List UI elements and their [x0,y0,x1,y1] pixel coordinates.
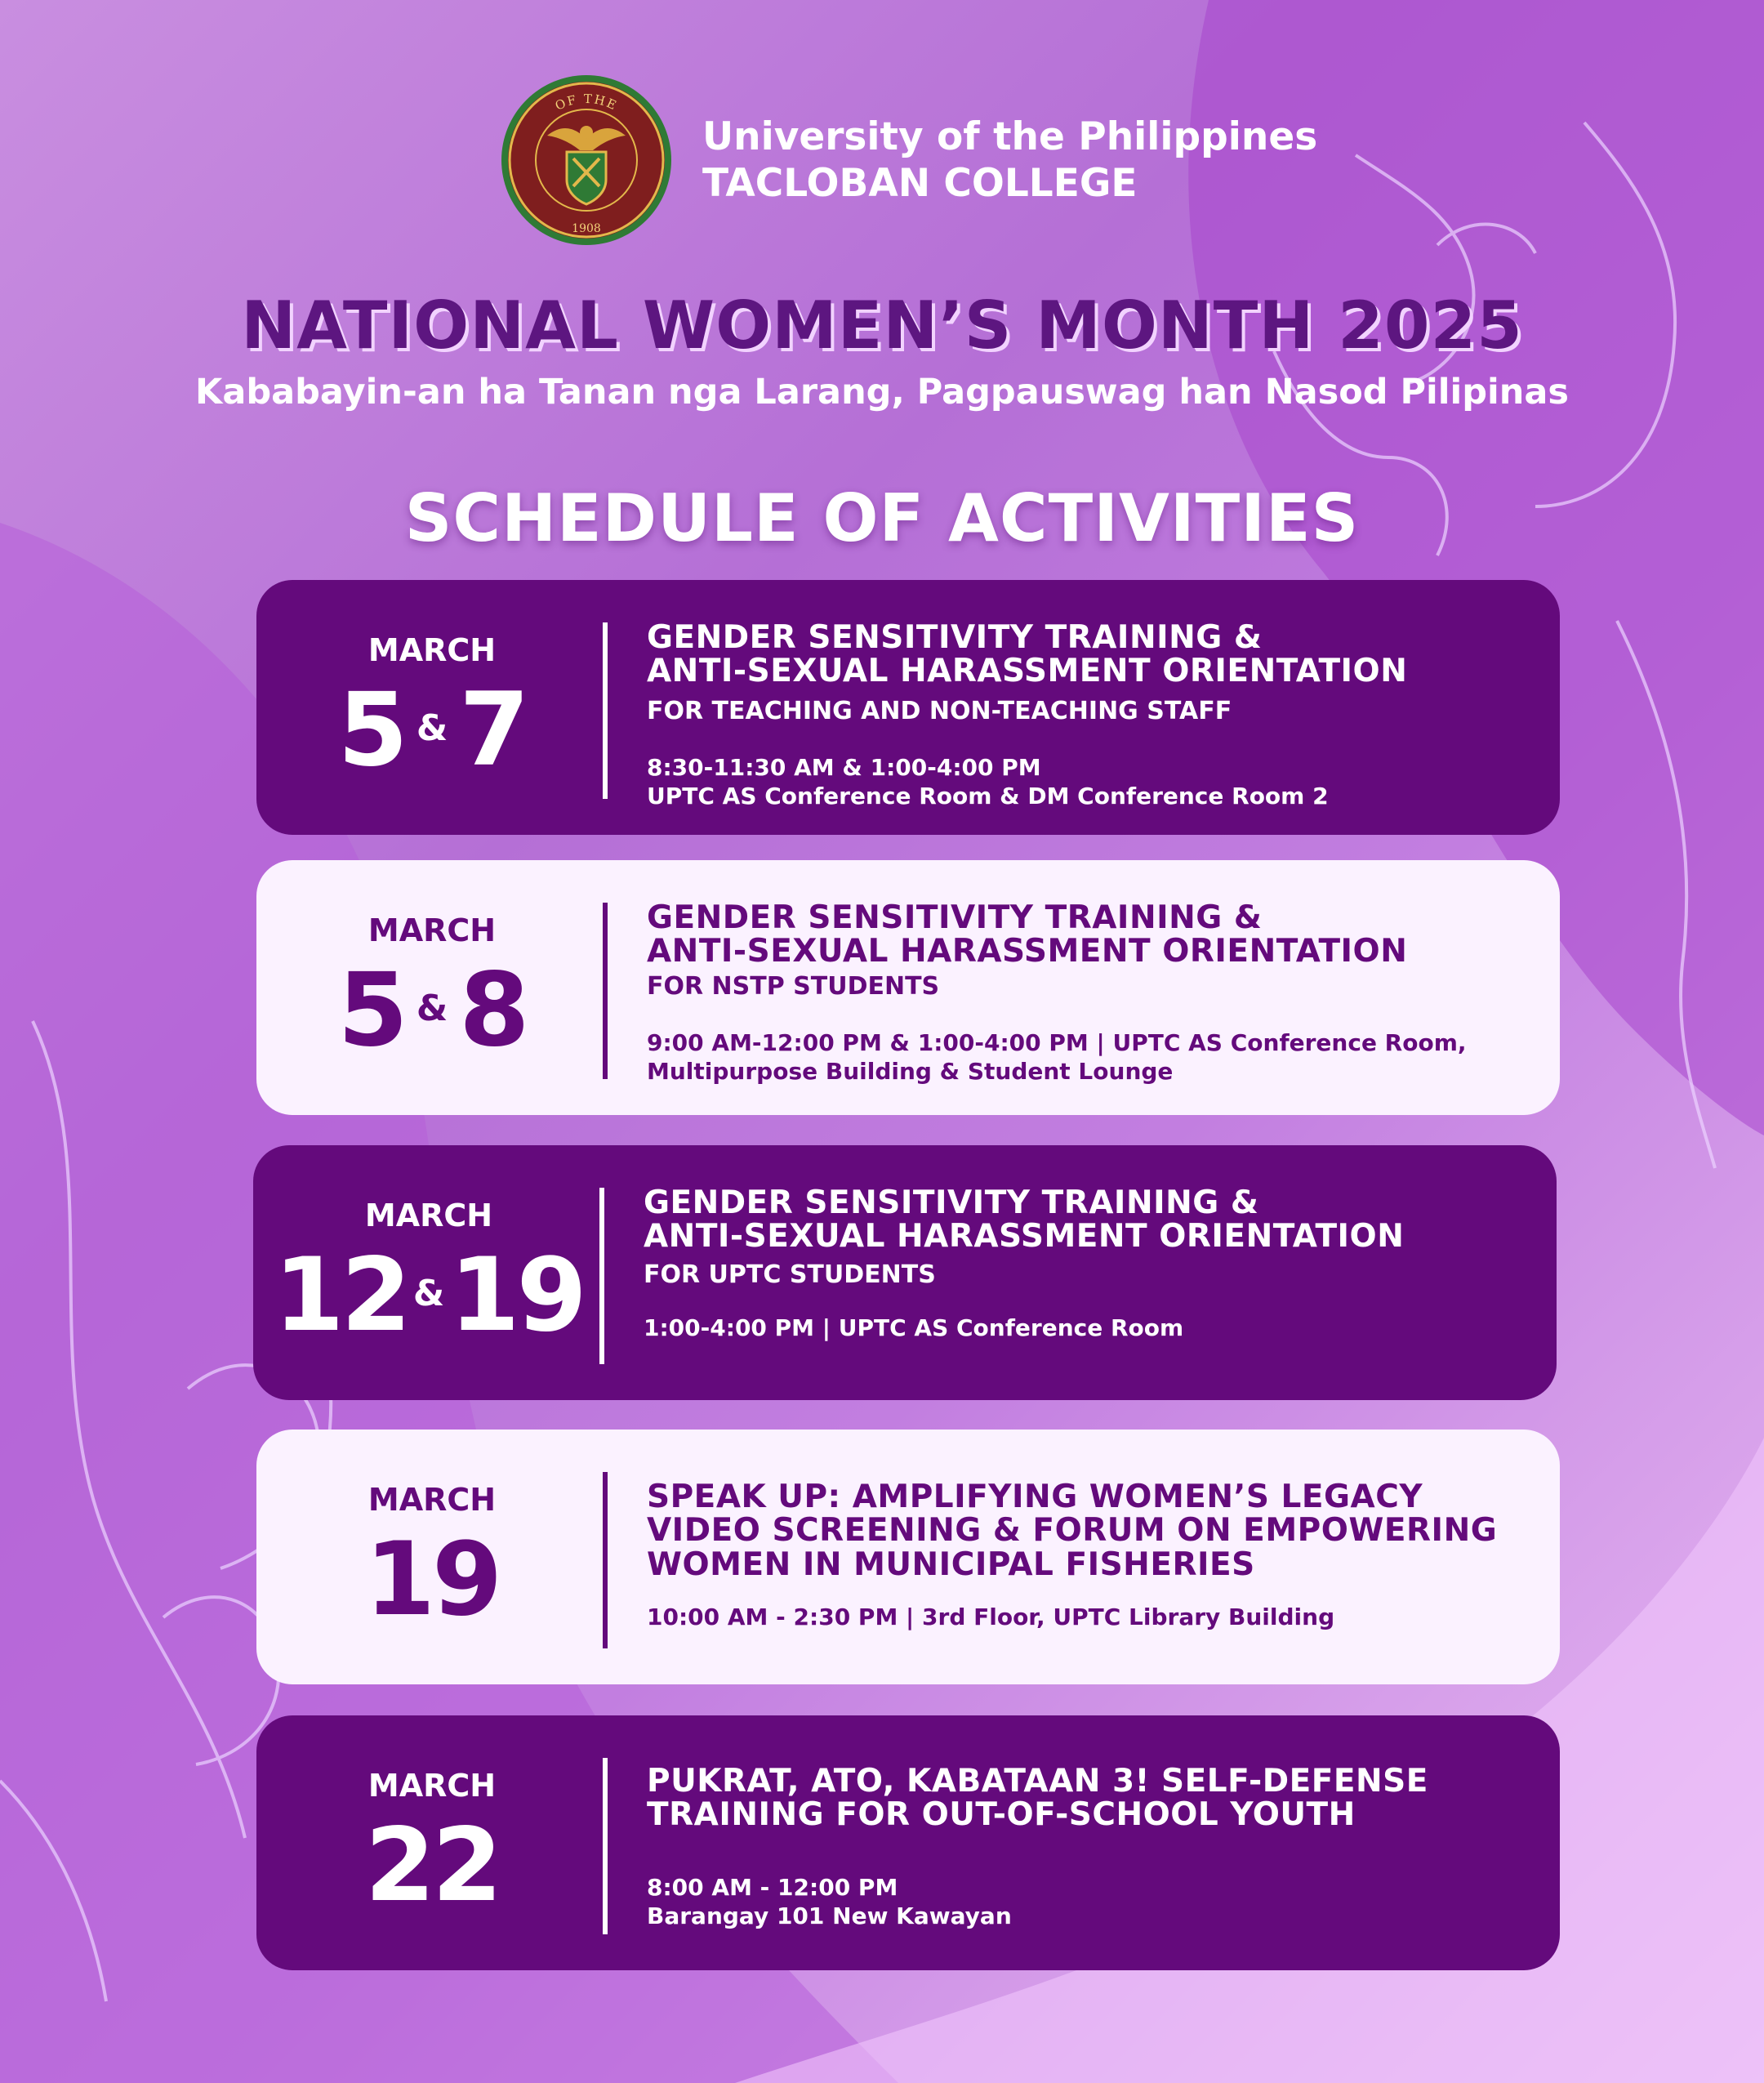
divider [599,1188,604,1364]
event-title-line: GENDER SENSITIVITY TRAINING & [647,899,1263,936]
schedule-title: SCHEDULE OF ACTIVITIES [404,480,1360,556]
divider [603,622,608,799]
event-audience: FOR NSTP STUDENTS [647,971,940,1001]
event-month: MARCH [364,1198,493,1233]
event-date [256,1715,608,1970]
event-card-2 [256,860,1560,1115]
event-days [256,671,608,789]
event-title-line: WOMEN IN MUNICIPAL FISHERIES [647,1546,1255,1583]
event-time: 10:00 AM - 2:30 PM | 3rd Floor, UPTC Library Building [647,1603,1335,1630]
event-title-line: ANTI-SEXUAL HARASSMENT ORIENTATION [647,653,1408,690]
event-title-line: PUKRAT, ATO, KABATAAN 3! SELF-DEFENSE [647,1763,1428,1800]
college-line: TACLOBAN COLLEGE [702,161,1138,206]
event-title [647,621,1529,689]
event-card-3 [253,1145,1557,1400]
event-day-start: 5 [337,952,405,1069]
page-title: NATIONAL WOMEN’S MONTH 2025 [241,288,1523,364]
event-day-amp: & [416,707,448,749]
event-title-line: GENDER SENSITIVITY TRAINING & [647,619,1263,656]
event-date [256,860,608,1115]
event-day: 19 [364,1521,500,1639]
event-info [647,901,1529,1086]
event-title-line: GENDER SENSITIVITY TRAINING & [644,1184,1259,1221]
event-card-1 [256,580,1560,835]
event-date [256,1430,608,1684]
event-title-line: SPEAK UP: AMPLIFYING WOMEN’S LEGACY [647,1479,1423,1515]
up-seal-icon [498,72,675,248]
event-day-amp: & [416,988,448,1029]
divider [603,1758,608,1934]
event-days [256,1807,608,1925]
event-time: 1:00-4:00 PM | UPTC AS Conference Room [644,1314,1184,1341]
event-day-end: 7 [459,671,527,789]
event-info [647,1764,1529,1930]
event-audience: FOR UPTC STUDENTS [644,1260,936,1289]
event-title [647,1764,1529,1832]
event-title-line: ANTI-SEXUAL HARASSMENT ORIENTATION [644,1218,1405,1256]
seal-top-text: OF THE [552,91,621,114]
event-time: 9:00 AM-12:00 PM & 1:00-4:00 PM | UPTC AS Conference Room, [647,1028,1467,1056]
event-days [253,1237,604,1354]
divider [603,903,608,1079]
seal-year: 1908 [572,222,601,235]
page-subtitle: Kababayin-an ha Tanan nga Larang, Pagpauswag han Nasod Pilipinas [195,372,1569,413]
event-month: MARCH [368,1768,497,1804]
event-venue: Barangay 101 New Kawayan [647,1902,1012,1929]
event-date [256,580,608,835]
divider [603,1472,608,1648]
event-title-line: ANTI-SEXUAL HARASSMENT ORIENTATION [647,933,1408,970]
event-month: MARCH [368,1482,497,1518]
event-info [647,1480,1529,1631]
header [498,72,1317,248]
event-month: MARCH [368,632,497,668]
event-time: 8:30-11:30 AM & 1:00-4:00 PM [647,753,1041,781]
event-venue: UPTC AS Conference Room & DM Conference Room 2 [647,782,1329,810]
event-days [256,1521,608,1639]
event-title [644,1186,1526,1254]
event-month: MARCH [368,912,497,948]
university-line: University of the Philippines [702,114,1318,159]
event-date [253,1145,604,1400]
event-title [647,901,1529,969]
event-day-amp: & [412,1273,445,1314]
event-time: 8:00 AM - 12:00 PM [647,1873,898,1901]
event-title-line: VIDEO SCREENING & FORUM ON EMPOWERING [647,1512,1498,1550]
event-day-end: 8 [459,952,527,1069]
event-card-5 [256,1715,1560,1970]
event-audience: FOR TEACHING AND NON-TEACHING STAFF [647,696,1232,725]
event-venue: Multipurpose Building & Student Lounge [647,1057,1174,1085]
event-info [647,621,1529,810]
university-name [702,114,1317,207]
event-card-4 [256,1430,1560,1684]
event-day-end: 19 [449,1237,584,1354]
event-title-line: TRAINING FOR OUT-OF-SCHOOL YOUTH [647,1796,1356,1834]
event-day-start: 12 [274,1237,408,1354]
event-info [644,1186,1526,1342]
event-day-start: 5 [337,671,405,789]
event-title [647,1480,1529,1581]
event-days [256,952,608,1069]
event-day: 22 [364,1807,500,1925]
